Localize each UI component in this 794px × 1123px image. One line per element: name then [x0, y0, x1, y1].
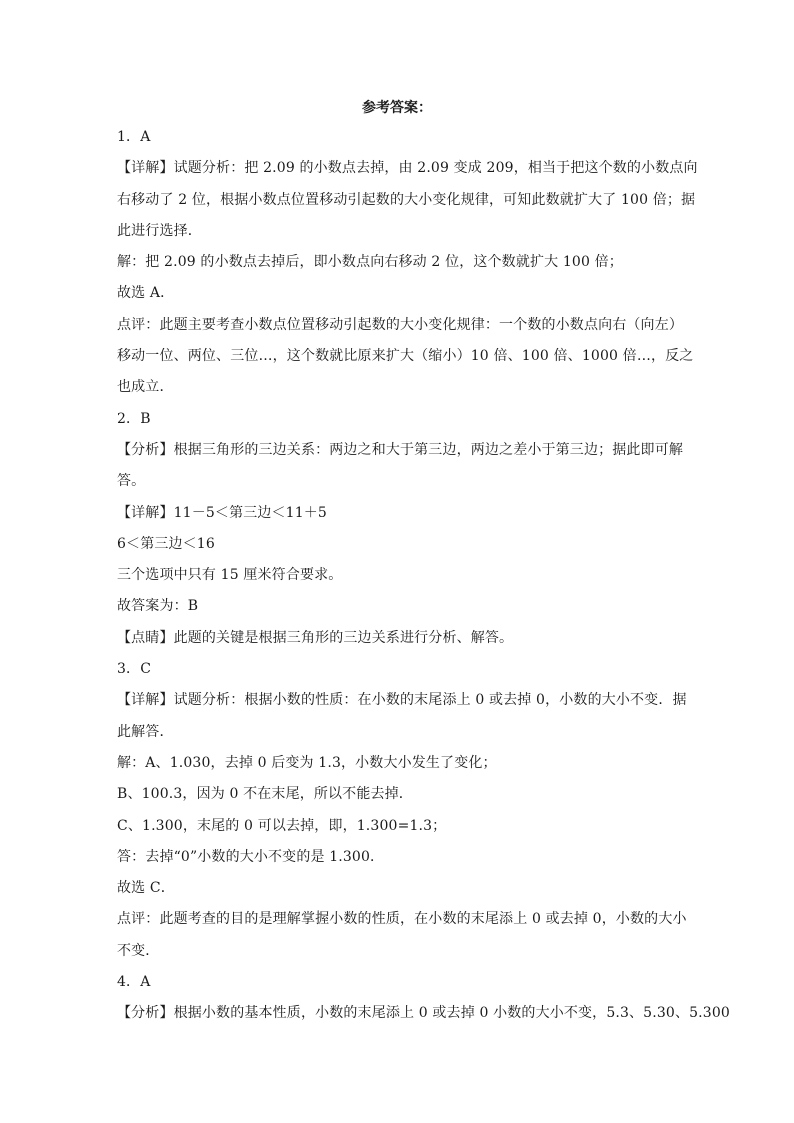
text-line: 4．A — [117, 974, 151, 991]
text-line: 6＜第三边＜16 — [117, 535, 215, 552]
text-line: 【详解】试题分析：根据小数的性质：在小数的末尾添上 0 或去掉 0，小数的大小不变．据 — [117, 692, 687, 709]
text-line: 点评：此题考查的目的是理解掌握小数的性质，在小数的末尾添上 0 或去掉 0，小数的大小 — [117, 911, 687, 928]
text-line: B、100.3，因为 0 不在末尾，所以不能去掉． — [117, 786, 413, 803]
text-line: 此进行选择． — [117, 222, 202, 239]
text-line: 右移动了 2 位，根据小数点位置移动引起数的大小变化规律，可知此数就扩大了 100 倍；据 — [117, 191, 696, 208]
text-line: 答：去掉“0”小数的大小不变的是 1.300． — [117, 848, 385, 865]
text-line: 移动一位、两位、三位…，这个数就比原来扩大（缩小）10 倍、100 倍、1000 倍…，反之 — [117, 348, 694, 365]
text-line: 也成立． — [117, 379, 174, 396]
text-line: 不变． — [117, 942, 160, 959]
text-line: 3．C — [117, 661, 152, 678]
text-line: 此解答． — [117, 723, 174, 740]
text-line: 解：A、1.030，去掉 0 后变为 1.3，小数大小发生了变化； — [117, 754, 497, 771]
text-line: 2．B — [117, 410, 151, 427]
text-line: 故选 A． — [117, 285, 175, 302]
text-line: 点评：此题主要考查小数点位置移动引起数的大小变化规律：一个数的小数点向右（向左） — [117, 316, 683, 333]
text-line: 三个选项中只有 15 厘米符合要求。 — [117, 567, 343, 584]
page-title: 参考答案： — [362, 100, 432, 116]
text-line: 【详解】试题分析：把 2.09 的小数点去掉，由 2.09 变成 209，相当于把这个数的小数点向 — [117, 160, 698, 177]
text-line: 故答案为：B — [117, 598, 199, 615]
text-line: 【分析】根据小数的基本性质，小数的末尾添上 0 或去掉 0 小数的大小不变，5.3、5.30、5.300 — [117, 1005, 730, 1022]
text-line: 【点睛】此题的关键是根据三角形的三边关系进行分析、解答。 — [117, 629, 514, 646]
answer-content — [117, 122, 730, 1030]
text-line: 【详解】11－5＜第三边＜11＋5 — [117, 504, 327, 521]
text-line: 解：把 2.09 的小数点去掉后，即小数点向右移动 2 位，这个数就扩大 100 倍； — [117, 254, 623, 271]
text-line: 1．A — [117, 129, 151, 145]
text-line: C、1.300，末尾的 0 可以去掉，即，1.300=1.3； — [117, 817, 447, 834]
text-line: 故选 C． — [117, 880, 175, 897]
text-line: 答。 — [117, 473, 146, 490]
text-line: 【分析】根据三角形的三边关系：两边之和大于第三边，两边之差小于第三边；据此即可解 — [117, 441, 683, 458]
